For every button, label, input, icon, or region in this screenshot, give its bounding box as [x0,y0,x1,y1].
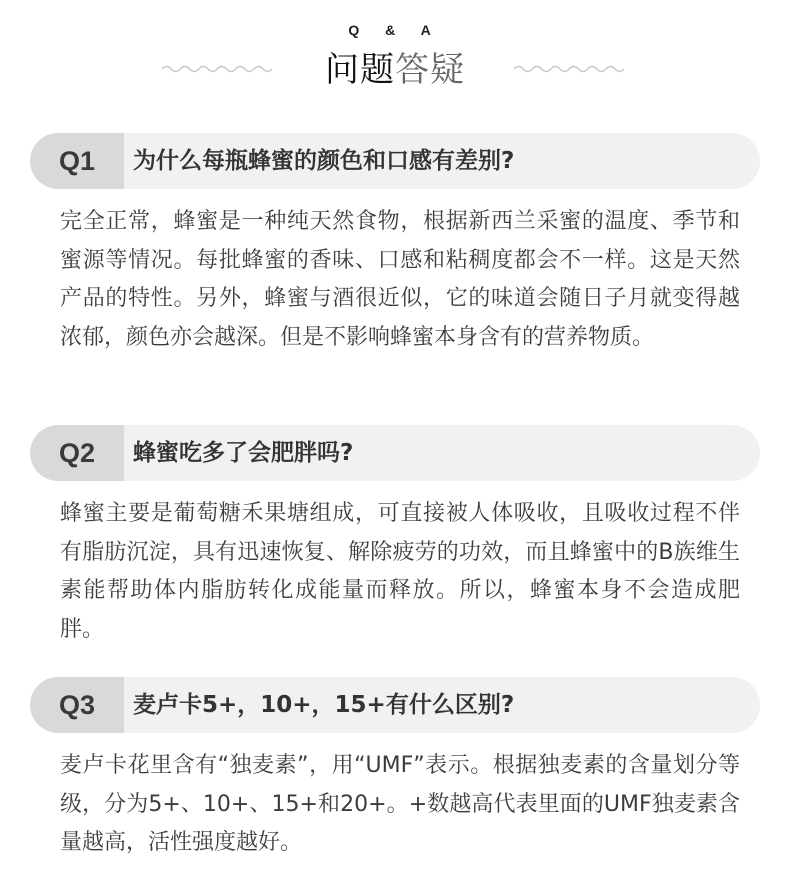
answer-text: 蜂蜜主要是葡萄糖禾果塘组成，可直接被人体吸收，且吸收过程不伴有脂肪沉淀，具有迅速恢复、解除疲劳的功效，而且蜂蜜中的B族维生素能帮助体内脂肪转化成能量而释放。所以，蜂蜜本身不会造成肥胖。 [60,501,740,642]
question-bar [30,425,760,481]
faq-item-2 [30,425,760,649]
page-title [0,48,790,92]
question-bar [30,133,760,189]
faq-item-3 [30,677,760,863]
question-text: 麦卢卡5+，10+，15+有什么区别? [133,692,515,718]
question-text: 为什么每瓶蜂蜜的颜色和口感有差别? [133,148,515,174]
page-title-dark: 问题 [325,50,395,90]
section-header [0,0,790,110]
faq-item-1 [30,133,760,357]
question-tag: Q3 [30,677,124,733]
question-bar [30,677,760,733]
question-text: 蜂蜜吃多了会肥胖吗? [133,440,354,466]
answer-text: 完全正常，蜂蜜是一种纯天然食物，根据新西兰采蜜的温度、季节和蜜源等情况。每批蜂蜜的香味、口感和粘稠度都会不一样。这是天然产品的特性。另外，蜂蜜与酒很近似，它的味道会随日子月就变得越浓郁，颜色亦会越深。但是不影响蜂蜜本身含有的营养物质。 [60,209,740,350]
answer-text: 麦卢卡花里含有“独麦素”，用“UMF”表示。根据独麦素的含量划分等级，分为5+、10+、15+和20+。+数越高代表里面的UMF独麦素含量越高，活性强度越好。 [60,753,740,855]
question-tag: Q2 [30,425,124,481]
page-title-light: 答疑 [395,50,465,90]
question-tag: Q1 [30,133,124,189]
qa-label: Q & A [348,22,442,38]
wave-divider-right-icon [514,62,624,76]
